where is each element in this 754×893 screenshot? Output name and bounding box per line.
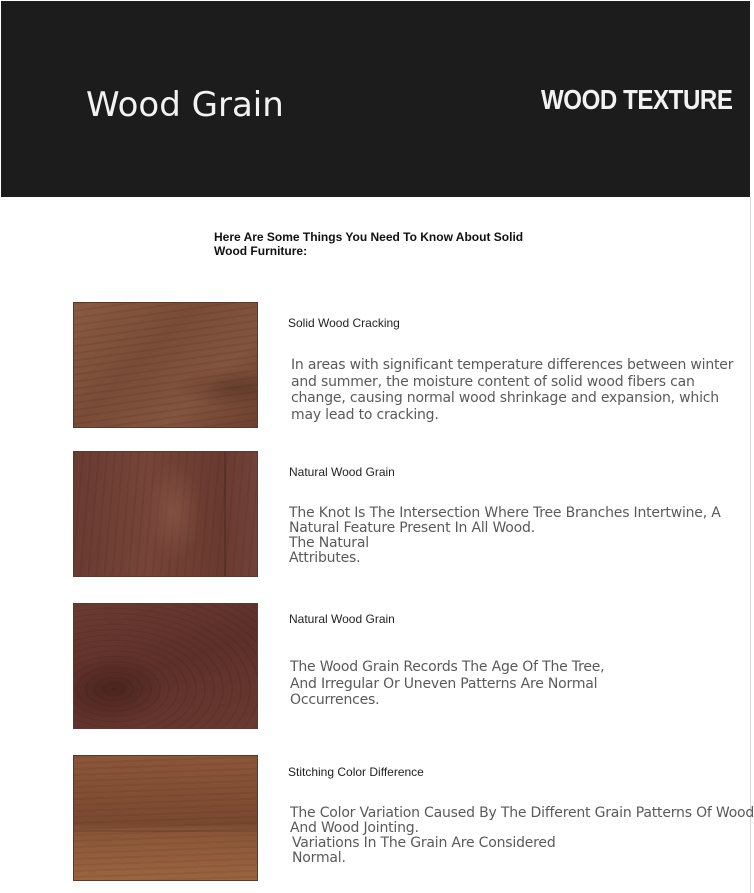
- wood-knot-image: [73, 451, 258, 577]
- desc-line: And Irregular Or Uneven Patterns Are Normal: [290, 675, 598, 692]
- desc-line: The Wood Grain Records The Age Of The Tree,: [290, 659, 605, 675]
- intro-line: Here Are Some Things You Need To Know About Solid: [214, 230, 524, 244]
- desc-line: Natural Feature Present In All Wood.: [289, 520, 535, 536]
- desc-line: In areas with significant temperature differences between winter: [291, 357, 734, 373]
- header-right-title: WOOD TEXTURE: [541, 84, 733, 115]
- item-description: [289, 506, 721, 566]
- wood-joint-image: [73, 755, 258, 881]
- desc-line: may lead to cracking.: [291, 406, 439, 423]
- item-title: Natural Wood Grain: [289, 465, 395, 479]
- wood-ring-image: [73, 603, 258, 729]
- desc-line: The Knot Is The Intersection Where Tree Branches Intertwine, A: [289, 505, 721, 521]
- header-banner: [1, 1, 750, 197]
- desc-line: Attributes.: [289, 550, 361, 566]
- desc-line: And Wood Jointing.: [290, 820, 419, 836]
- desc-line: Normal.: [292, 850, 346, 866]
- page-title: Wood Grain: [86, 85, 284, 125]
- wood-crack-image: [73, 302, 258, 428]
- desc-line: Occurrences.: [290, 692, 380, 708]
- intro-line: Wood Furniture:: [214, 244, 308, 258]
- item-title: Natural Wood Grain: [289, 612, 395, 626]
- desc-line: and summer, the moisture content of solid wood fibers can: [291, 373, 695, 390]
- desc-line: Variations In The Grain Are Considered: [292, 835, 556, 851]
- desc-line: The Color Variation Caused By The Different Grain Patterns Of Wood: [290, 805, 754, 821]
- intro-heading: [214, 230, 554, 258]
- item-description: [290, 659, 604, 709]
- item-description: [291, 357, 733, 423]
- item-description: [290, 806, 754, 866]
- desc-line: change, causing normal wood shrinkage and expansion, which: [291, 390, 719, 406]
- item-title: Stitching Color Difference: [288, 765, 424, 779]
- divider: [750, 197, 751, 893]
- desc-line: The Natural: [289, 535, 369, 551]
- item-title: Solid Wood Cracking: [288, 316, 400, 330]
